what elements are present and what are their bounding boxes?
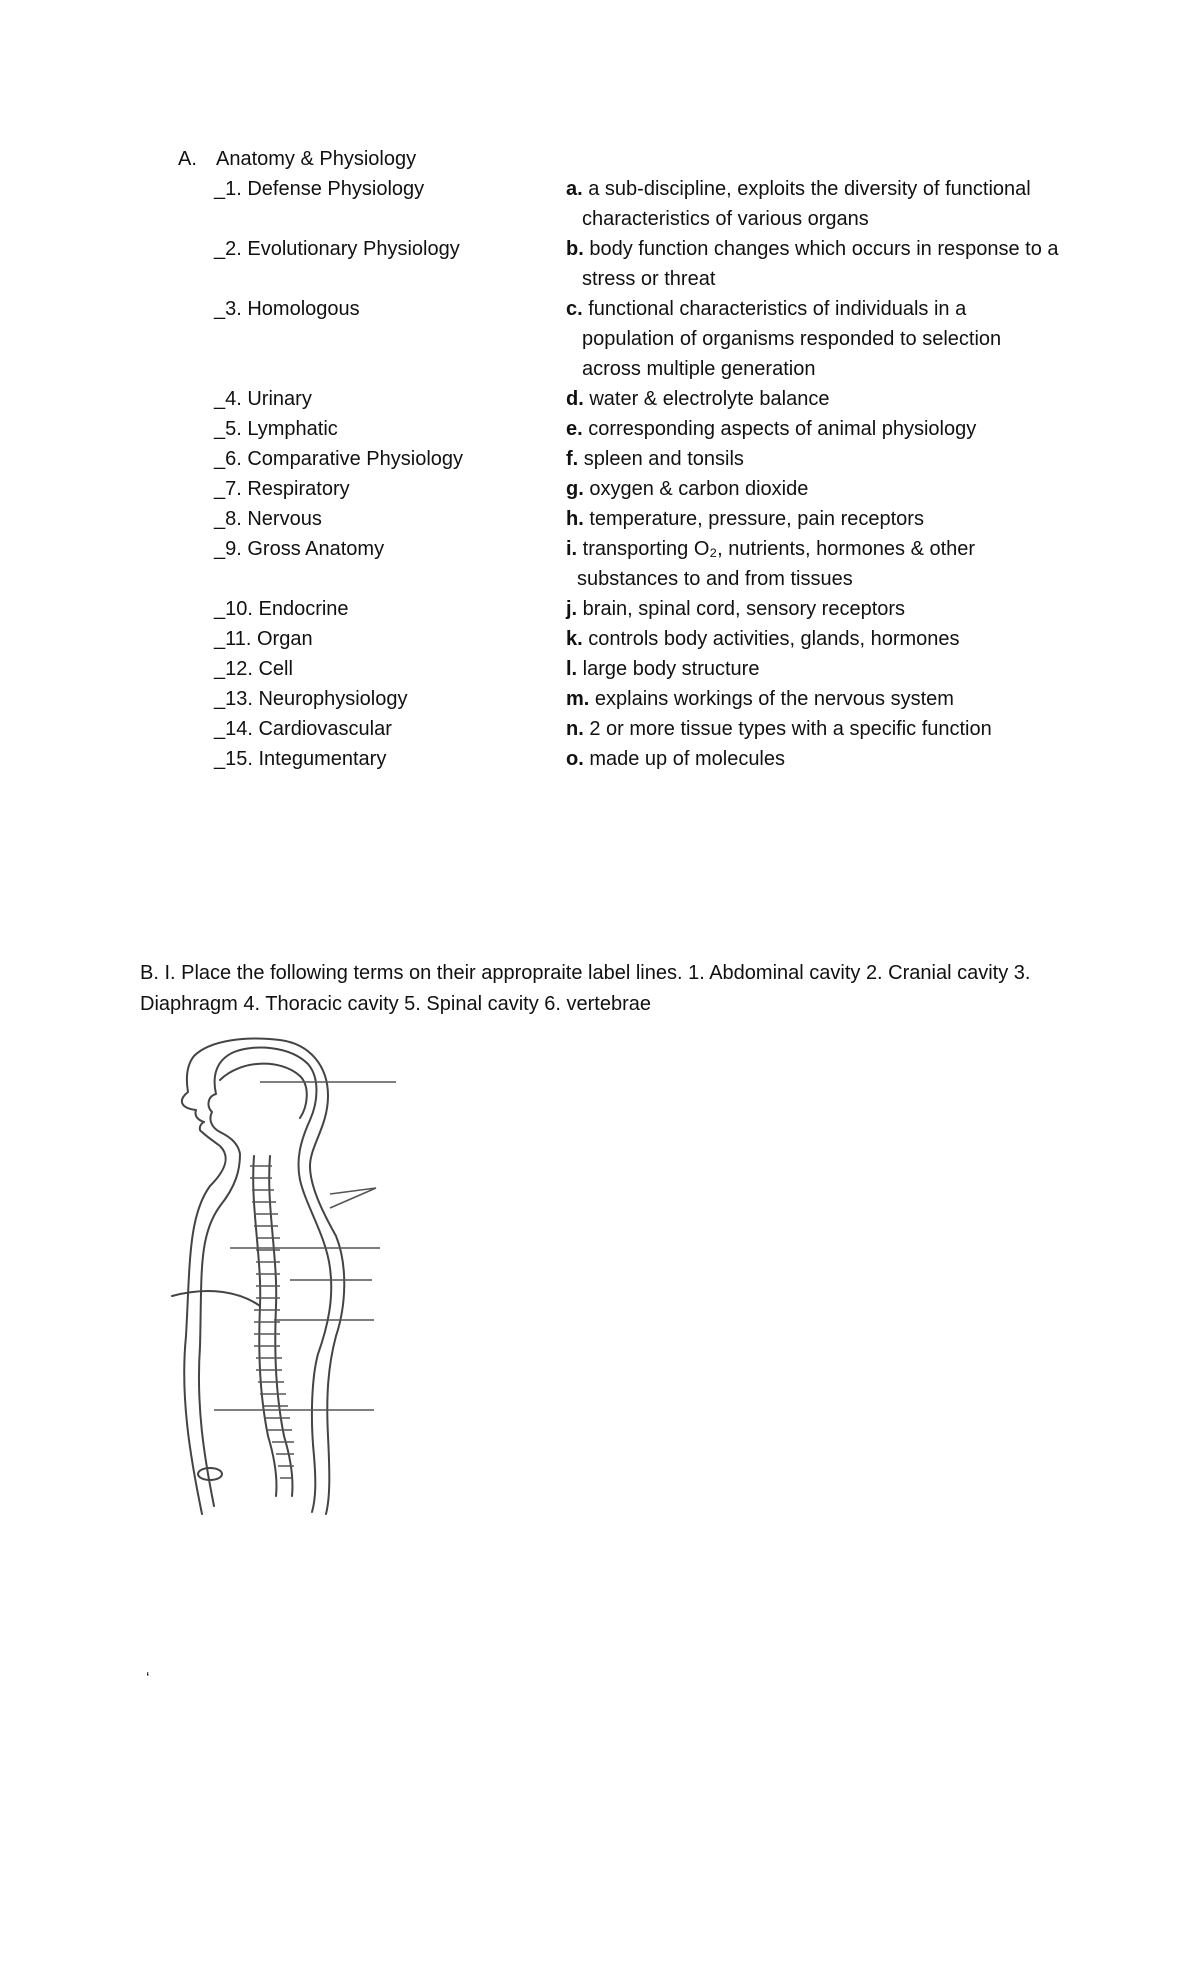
term-item: _14. Cardiovascular bbox=[214, 718, 392, 740]
definition-item bbox=[566, 744, 785, 774]
term-item: _3. Homologous bbox=[214, 298, 360, 320]
term-item: _12. Cell bbox=[214, 658, 293, 680]
definition-text: made up of molecules bbox=[583, 748, 786, 770]
spine-line bbox=[269, 1156, 292, 1496]
term-item: _5. Lymphatic bbox=[214, 418, 338, 440]
definition-item bbox=[566, 594, 905, 624]
definition-item bbox=[566, 624, 960, 654]
term-item: _15. Integumentary bbox=[214, 748, 387, 770]
definition-letter: k. bbox=[566, 628, 583, 650]
definition-letter: g. bbox=[566, 478, 584, 500]
definition-item bbox=[566, 234, 1059, 294]
definition-letter: n. bbox=[566, 718, 584, 740]
vertebrae-group bbox=[250, 1166, 294, 1478]
definition-item bbox=[566, 414, 976, 444]
section-a-heading bbox=[178, 144, 416, 174]
definition-text: large body structure bbox=[577, 658, 760, 680]
definition-text: controls body activities, glands, hormones bbox=[582, 628, 960, 650]
definition-item bbox=[566, 294, 1001, 384]
definition-letter: e. bbox=[566, 418, 583, 440]
body-outline bbox=[182, 1039, 344, 1514]
term-item: _2. Evolutionary Physiology bbox=[214, 238, 460, 260]
section-a-letter: A. bbox=[178, 148, 197, 170]
definition-item bbox=[566, 714, 992, 744]
spine-line bbox=[253, 1156, 276, 1496]
term-item: _1. Defense Physiology bbox=[214, 178, 425, 200]
definition-item bbox=[566, 504, 924, 534]
term-item: _6. Comparative Physiology bbox=[214, 448, 464, 470]
definition-text: corresponding aspects of animal physiology bbox=[582, 418, 977, 440]
stray-mark: ‘ bbox=[146, 1670, 150, 1687]
definition-item bbox=[566, 174, 1031, 234]
body-cavity-diagram bbox=[150, 1036, 470, 1536]
definition-letter: j. bbox=[566, 598, 578, 620]
definition-letter: f. bbox=[566, 448, 579, 470]
definition-text-continued: stress or threat bbox=[582, 268, 716, 290]
definition-item bbox=[566, 534, 975, 594]
definition-letter: l. bbox=[566, 658, 578, 680]
definition-text: 2 or more tissue types with a specific function bbox=[583, 718, 992, 740]
definition-text: transporting O₂, nutrients, hormones & other bbox=[577, 538, 976, 560]
definition-text: temperature, pressure, pain receptors bbox=[583, 508, 924, 530]
section-b-instructions: B. I. Place the following terms on their appropraite label lines. 1. Abdominal cavity 2. Cranial cavity 3. Diaphragm 4. Thoracic cavity 5. Spinal cavity 6. vertebrae bbox=[140, 962, 1031, 1015]
definition-text: a sub-discipline, exploits the diversity of functional bbox=[582, 178, 1031, 200]
definition-letter: b. bbox=[566, 238, 584, 260]
definition-item bbox=[566, 684, 954, 714]
definition-letter: i. bbox=[566, 538, 578, 560]
definition-item bbox=[566, 384, 829, 414]
term-item: _9. Gross Anatomy bbox=[214, 538, 385, 560]
definition-text-continued: across multiple generation bbox=[582, 358, 816, 380]
definition-text: brain, spinal cord, sensory receptors bbox=[577, 598, 906, 620]
definition-letter: h. bbox=[566, 508, 584, 530]
term-item: _13. Neurophysiology bbox=[214, 688, 408, 710]
definition-item bbox=[566, 444, 744, 474]
definition-text: body function changes which occurs in response to a bbox=[583, 238, 1059, 260]
definition-text: oxygen & carbon dioxide bbox=[583, 478, 809, 500]
navel bbox=[198, 1468, 222, 1480]
diaphragm-line bbox=[172, 1291, 260, 1306]
brain-line bbox=[220, 1064, 307, 1118]
definition-letter: o. bbox=[566, 748, 584, 770]
definition-text: functional characteristics of individuals in a bbox=[582, 298, 967, 320]
definition-text: water & electrolyte balance bbox=[583, 388, 830, 410]
term-item: _8. Nervous bbox=[214, 508, 322, 530]
term-item: _4. Urinary bbox=[214, 388, 312, 410]
definition-letter: d. bbox=[566, 388, 584, 410]
definition-text-continued: population of organisms responded to selection bbox=[582, 328, 1002, 350]
definition-item bbox=[566, 474, 808, 504]
definition-item bbox=[566, 654, 759, 684]
definition-text: spleen and tonsils bbox=[578, 448, 744, 470]
term-item: _7. Respiratory bbox=[214, 478, 350, 500]
definition-text-continued: characteristics of various organs bbox=[582, 208, 869, 230]
definition-letter: a. bbox=[566, 178, 583, 200]
section-a-title: Anatomy & Physiology bbox=[216, 148, 417, 170]
term-item: _10. Endocrine bbox=[214, 598, 349, 620]
term-item: _11. Organ bbox=[214, 628, 313, 650]
definition-text: explains workings of the nervous system bbox=[589, 688, 954, 710]
definition-letter: m. bbox=[566, 688, 590, 710]
definition-letter: c. bbox=[566, 298, 583, 320]
definition-text-continued: substances to and from tissues bbox=[577, 568, 853, 590]
